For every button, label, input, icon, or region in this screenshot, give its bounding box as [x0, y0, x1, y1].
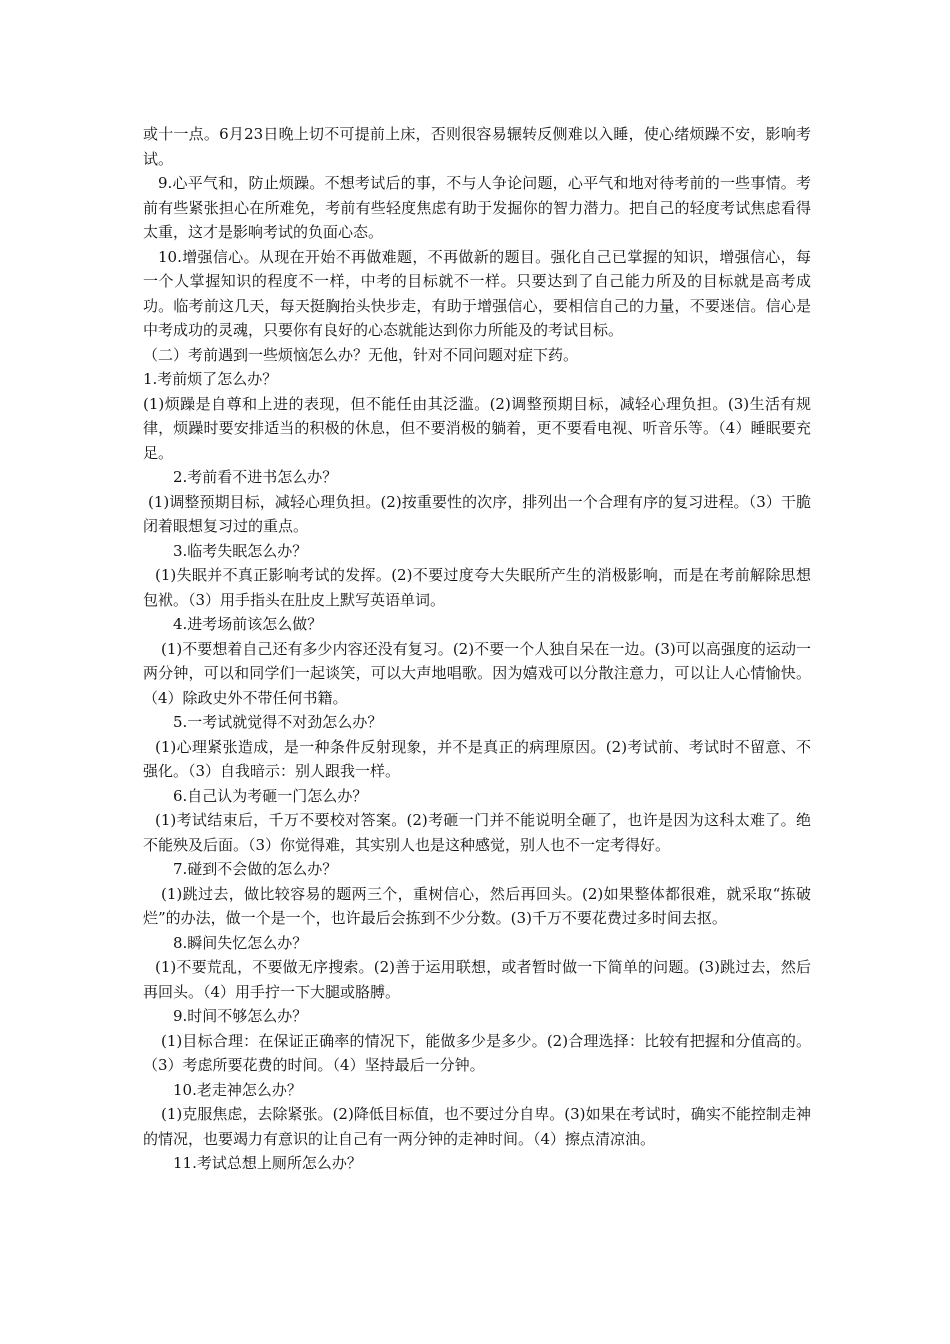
- section-heading: （二）考前遇到一些烦恼怎么办？无他，针对不同问题对症下药。: [143, 345, 579, 364]
- paragraph: 9.心平气和，防止烦躁。不想考试后的事，不与人争论问题，心平气和地对待考前的一些事情。考前有些紧张担心在所难免，考前有些轻度焦虑有助于发掘你的智力潜力。把自己的轻度考试焦虑看得太重，这才是影响考试的负面心态。: [143, 174, 811, 241]
- question-heading: 11.考试总想上厕所怎么办？: [173, 1154, 362, 1172]
- question-heading: 8.瞬间失忆怎么办？: [173, 933, 308, 952]
- paragraph: 或十一点。6月23日晚上切不可提前上床，否则很容易辗转反侧难以入睡，使心绪烦躁不安，影响考试。: [143, 125, 811, 168]
- answer-paragraph: (1)烦躁是自尊和上进的表现，但不能任由其泛滥。(2)调整预期目标，减轻心理负担。(3)生活有规律，烦躁时要安排适当的积极的休息，但不要消极的躺着，更不要看电视、听音乐等。（4）睡眠要充足。: [143, 394, 811, 462]
- paragraph: 10.增强信心。从现在开始不再做难题，不再做新的题目。强化自己已掌握的知识，增强信心，每一个人掌握知识的程度不一样，中考的目标就不一样。只要达到了自己能力所及的目标就是高考成功。临考前这几天，每天挺胸抬头快步走，有助于增强信心，要相信自己的力量，不要迷信。信心是中考成功的灵魂，只要你有良好的心态就能达到你力所能及的考试目标。: [143, 247, 811, 339]
- document-body: [143, 122, 811, 1176]
- question-heading: 5.一考试就觉得不对劲怎么办？: [173, 713, 383, 731]
- answer-paragraph: (1)调整预期目标，减轻心理负担。(2)按重要性的次序，排列出一个合理有序的复习进程。（3）干脆闭着眼想复习过的重点。: [143, 492, 811, 535]
- answer-paragraph: (1)心理紧张造成，是一种条件反射现象，并不是真正的病理原因。(2)考试前、考试时不留意、不强化。（3）自我暗示：别人跟我一样。: [143, 737, 811, 780]
- question-heading: 3.临考失眠怎么办？: [173, 541, 308, 560]
- answer-paragraph: (1)跳过去，做比较容易的题两三个，重树信心，然后再回头。(2)如果整体都很难，就采取“拣破烂”的办法，做一个是一个，也许最后会拣到不少分数。(3)千万不要花费过多时间去抠。: [143, 884, 811, 927]
- answer-paragraph: (1)不要想着自己还有多少内容还没有复习。(2)不要一个人独自呆在一边。(3)可以高强度的运动一两分钟，可以和同学们一起谈笑，可以大声地唱歌。因为嬉戏可以分散注意力，可以让人心情愉快。（4）除政史外不带任何书籍。: [143, 639, 811, 707]
- answer-paragraph: (1)考试结束后，千万不要校对答案。(2)考砸一门并不能说明全砸了，也许是因为这科太难了。绝不能殃及后面。（3）你觉得难，其实别人也是这种感觉，别人也不一定考得好。: [143, 811, 811, 854]
- question-heading: 7.碰到不会做的怎么办？: [173, 860, 338, 878]
- question-heading: 4.进考场前该怎么做？: [173, 615, 323, 633]
- answer-paragraph: (1)失眠并不真正影响考试的发挥。(2)不要过度夸大失眠所产生的消极影响，而是在考前解除思想包袱。（3）用手指头在肚皮上默写英语单词。: [143, 566, 811, 609]
- question-heading: 6.自己认为考砸一门怎么办？: [173, 786, 368, 805]
- answer-paragraph: (1)不要荒乱，不要做无序搜索。(2)善于运用联想，或者暂时做一下简单的问题。(3)跳过去，然后再回头。（4）用手拧一下大腿或胳膊。: [143, 958, 811, 1001]
- question-heading: 2.考前看不进书怎么办？: [173, 468, 338, 486]
- question-heading: 1.考前烦了怎么办？: [143, 370, 278, 388]
- question-heading: 9.时间不够怎么办？: [173, 1007, 308, 1025]
- answer-paragraph: (1)目标合理：在保证正确率的情况下，能做多少是多少。(2)合理选择：比较有把握和分值高的。（3）考虑所要花费的时间。（4）坚持最后一分钟。: [143, 1031, 811, 1074]
- question-heading: 10.老走神怎么办？: [173, 1080, 302, 1099]
- answer-paragraph: (1)克服焦虑，去除紧张。(2)降低目标值，也不要过分自卑。(3)如果在考试时，确实不能控制走神的情况，也要竭力有意识的让自己有一两分钟的走神时间。（4）擦点清凉油。: [143, 1105, 811, 1148]
